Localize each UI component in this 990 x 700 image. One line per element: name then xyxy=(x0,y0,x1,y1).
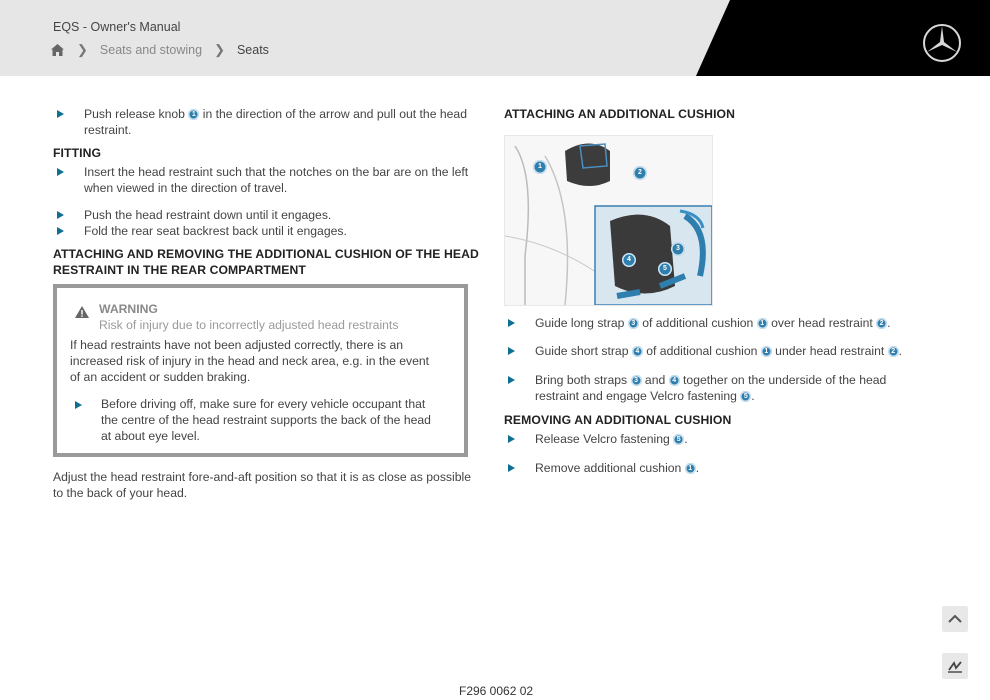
figure-callout-2: 2 xyxy=(633,166,647,180)
cushion-illustration xyxy=(504,135,713,306)
step-insert: Insert the head restraint such that the notches on the bar are on the left when viewed in the direction of travel. xyxy=(84,165,469,195)
section-heading: ATTACHING AND REMOVING THE ADDITIONAL CUSHION OF THE HEAD RESTRAINT IN THE REAR COMPARTMENT xyxy=(53,247,479,277)
callout-number: 1 xyxy=(757,318,768,329)
bullet-arrow-icon xyxy=(508,319,516,327)
warning-body: If head restraints have not been adjusted correctly, there is an increased risk of injury in the head and neck area, e.g. in the event of an accident or sudden braking. xyxy=(70,338,430,384)
step-release-knob: Push release knob 1 in the direction of the arrow and pull out the head restraint. xyxy=(84,107,467,137)
scroll-to-top-button[interactable] xyxy=(942,606,968,632)
adjust-paragraph: Adjust the head restraint fore-and-aft position so that it is as close as possible to the back of your head. xyxy=(53,470,471,500)
callout-number: 5 xyxy=(673,434,684,445)
callout-number: 3 xyxy=(631,375,642,386)
figure-callout-1: 1 xyxy=(533,160,547,174)
callout-number: 4 xyxy=(669,375,680,386)
callout-number: 3 xyxy=(628,318,639,329)
bullet-arrow-icon xyxy=(57,168,65,176)
callout-number: 4 xyxy=(632,346,643,357)
warning-bullet: Before driving off, make sure for every vehicle occupant that the centre of the head restraint supports the back of the head at about eye level. xyxy=(101,397,431,443)
warning-title: WARNING xyxy=(99,302,158,316)
step-remove-cushion: Remove additional cushion 1 . xyxy=(535,461,700,475)
manual-title: EQS - Owner's Manual xyxy=(53,20,181,34)
bullet-arrow-icon-grey xyxy=(75,401,83,409)
bullet-arrow-icon xyxy=(57,110,65,118)
fitting-heading: FITTING xyxy=(53,146,102,160)
home-icon[interactable] xyxy=(51,44,65,56)
callout-number: 5 xyxy=(740,391,751,402)
chevron-right-icon: ❯ xyxy=(77,42,88,57)
bullet-arrow-icon xyxy=(57,227,65,235)
warning-box xyxy=(53,284,468,457)
callout-number: 2 xyxy=(876,318,887,329)
bullet-arrow-icon xyxy=(57,211,65,219)
page-nav-button[interactable] xyxy=(942,653,968,679)
mercedes-star-logo xyxy=(922,23,962,63)
figure-callout-4: 4 xyxy=(622,253,636,267)
step-short-strap: Guide short strap 4 of additional cushion 1 under head restraint 2 . xyxy=(535,344,903,358)
bullet-arrow-icon xyxy=(508,376,516,384)
breadcrumb xyxy=(51,42,269,58)
header-bar xyxy=(0,0,990,76)
step-push-down: Push the head restraint down until it engages. xyxy=(84,208,332,222)
header-black-panel xyxy=(0,0,990,76)
bullet-arrow-icon xyxy=(508,347,516,355)
step-release-velcro: Release Velcro fastening 5 . xyxy=(535,432,688,446)
breadcrumb-item-seats-and-stowing[interactable]: Seats and stowing xyxy=(99,43,203,57)
figure-callout-3: 3 xyxy=(671,242,685,256)
remove-heading: REMOVING AN ADDITIONAL CUSHION xyxy=(504,413,732,427)
breadcrumb-item-seats[interactable]: Seats xyxy=(236,43,269,57)
chevron-right-icon: ❯ xyxy=(214,42,225,57)
warning-subtitle: Risk of injury due to incorrectly adjusted head restraints xyxy=(99,318,399,332)
page-icon xyxy=(942,653,968,679)
figure-code: F296 0062 02 xyxy=(459,684,534,698)
step-long-strap: Guide long strap 3 of additional cushion 1 over head restraint 2 . xyxy=(535,316,891,330)
callout-number: 1 xyxy=(188,109,199,120)
figure-callout-5: 5 xyxy=(658,262,672,276)
chevron-up-icon xyxy=(942,606,968,632)
attach-heading: ATTACHING AN ADDITIONAL CUSHION xyxy=(504,107,736,121)
callout-number: 2 xyxy=(888,346,899,357)
bullet-arrow-icon xyxy=(508,464,516,472)
step-both-straps: Bring both straps 3 and 4 together on the underside of the head restraint and engage Velcro fastening 5 . xyxy=(535,373,887,403)
bullet-arrow-icon xyxy=(508,435,516,443)
callout-number: 1 xyxy=(685,463,696,474)
callout-number: 1 xyxy=(761,346,772,357)
step-fold-back: Fold the rear seat backrest back until it engages. xyxy=(84,224,347,238)
warning-triangle-icon xyxy=(75,306,89,318)
